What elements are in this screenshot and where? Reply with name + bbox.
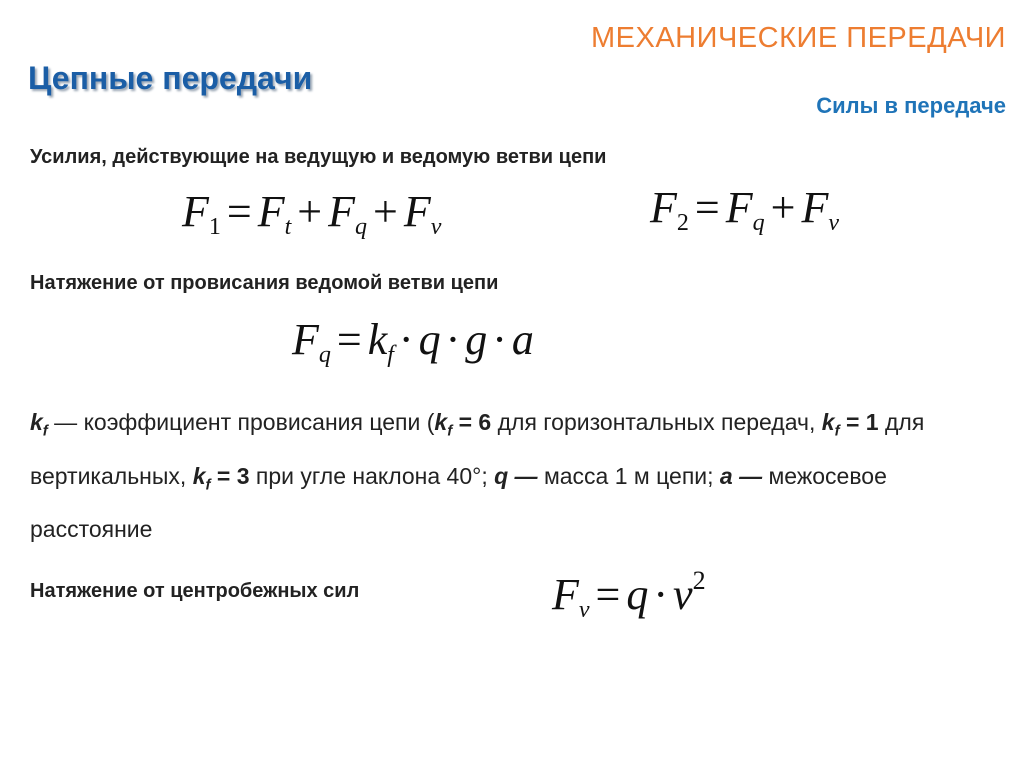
f2-t1-sub: q bbox=[752, 210, 765, 236]
sag-coefficient-explanation bbox=[30, 400, 990, 552]
fq-dot-1: · bbox=[398, 315, 414, 364]
f2-t2: F bbox=[801, 183, 829, 232]
fq-dot-2: · bbox=[445, 315, 461, 364]
f2-lhs-sub: 2 bbox=[676, 210, 689, 236]
fq-k: k bbox=[367, 315, 388, 364]
f1-lhs: F bbox=[182, 187, 209, 236]
f2-t2-sub: v bbox=[828, 210, 839, 236]
f1-t1-sub: t bbox=[284, 214, 292, 240]
f1-lhs-sub: 1 bbox=[208, 214, 221, 240]
formula-fq bbox=[292, 314, 534, 369]
fv-exp: 2 bbox=[692, 566, 706, 595]
centrifugal-heading: Натяжение от центробежных сил bbox=[30, 580, 360, 602]
topic-label: МЕХАНИЧЕСКИЕ ПЕРЕДАЧИ bbox=[591, 22, 1006, 54]
f1-t3-sub: v bbox=[430, 214, 442, 240]
f1-t2: F bbox=[328, 187, 355, 236]
sag-heading: Натяжение от провисания ведомой ветви цепи bbox=[30, 272, 499, 294]
fq-eq: = bbox=[336, 315, 362, 364]
fv-v: v bbox=[673, 570, 693, 619]
f1-t3: F bbox=[403, 187, 431, 236]
fv-lhs: F bbox=[552, 570, 579, 619]
fv-dot: · bbox=[653, 570, 669, 619]
f1-plus-1: + bbox=[297, 187, 323, 236]
f2-lhs: F bbox=[650, 183, 677, 232]
exp-p5: масса 1 м цепи; bbox=[537, 462, 720, 489]
exp-a: a — bbox=[719, 462, 763, 489]
slide-title: Цепные передачи bbox=[28, 60, 313, 96]
fq-lhs-sub: q bbox=[318, 342, 331, 368]
exp-k: k bbox=[30, 409, 43, 435]
f2-eq: = bbox=[694, 183, 720, 232]
fq-k-sub: f bbox=[387, 342, 394, 368]
fv-lhs-sub: v bbox=[578, 597, 590, 623]
f2-t1: F bbox=[725, 183, 753, 232]
exp-v2: = 1 bbox=[839, 409, 879, 435]
exp-k4: k bbox=[192, 462, 206, 489]
formula-f2 bbox=[650, 182, 839, 237]
exp-k3-sub: f bbox=[834, 422, 840, 440]
exp-p1: — коэффициент провисания цепи ( bbox=[47, 409, 435, 435]
exp-p4: при угле наклона 40°; bbox=[249, 462, 495, 489]
fq-lhs: F bbox=[292, 315, 319, 364]
exp-q: q — bbox=[494, 462, 538, 489]
fv-eq: = bbox=[595, 570, 621, 619]
formula-fv bbox=[552, 566, 706, 624]
f1-t1: F bbox=[257, 187, 285, 236]
formula-f1 bbox=[182, 186, 441, 241]
f1-t2-sub: q bbox=[355, 214, 367, 240]
exp-p2: для горизонтальных передач, bbox=[491, 409, 822, 435]
exp-k2-sub: f bbox=[447, 422, 453, 440]
fq-q: q bbox=[418, 315, 441, 364]
f1-eq: = bbox=[226, 187, 252, 236]
exp-k4-sub: f bbox=[205, 476, 211, 494]
slide-subtitle: Силы в передаче bbox=[816, 93, 1006, 118]
exp-p3: для вертикальных, bbox=[30, 409, 925, 489]
exp-k-sub: f bbox=[42, 422, 48, 440]
fq-dot-3: · bbox=[492, 315, 507, 364]
exp-p6: межосевое расстояние bbox=[30, 462, 887, 543]
exp-v3: = 3 bbox=[210, 462, 250, 489]
exp-v1: = 6 bbox=[452, 409, 492, 435]
exp-k3: k bbox=[821, 409, 835, 435]
f2-plus: + bbox=[770, 183, 796, 232]
exp-k2: k bbox=[434, 409, 448, 435]
fv-q: q bbox=[626, 570, 649, 619]
branch-forces-heading: Усилия, действующие на ведущую и ведомую ветви цепи bbox=[30, 146, 607, 168]
fq-a: a bbox=[511, 315, 534, 364]
f1-plus-2: + bbox=[373, 187, 398, 236]
fq-g: g bbox=[465, 315, 488, 364]
